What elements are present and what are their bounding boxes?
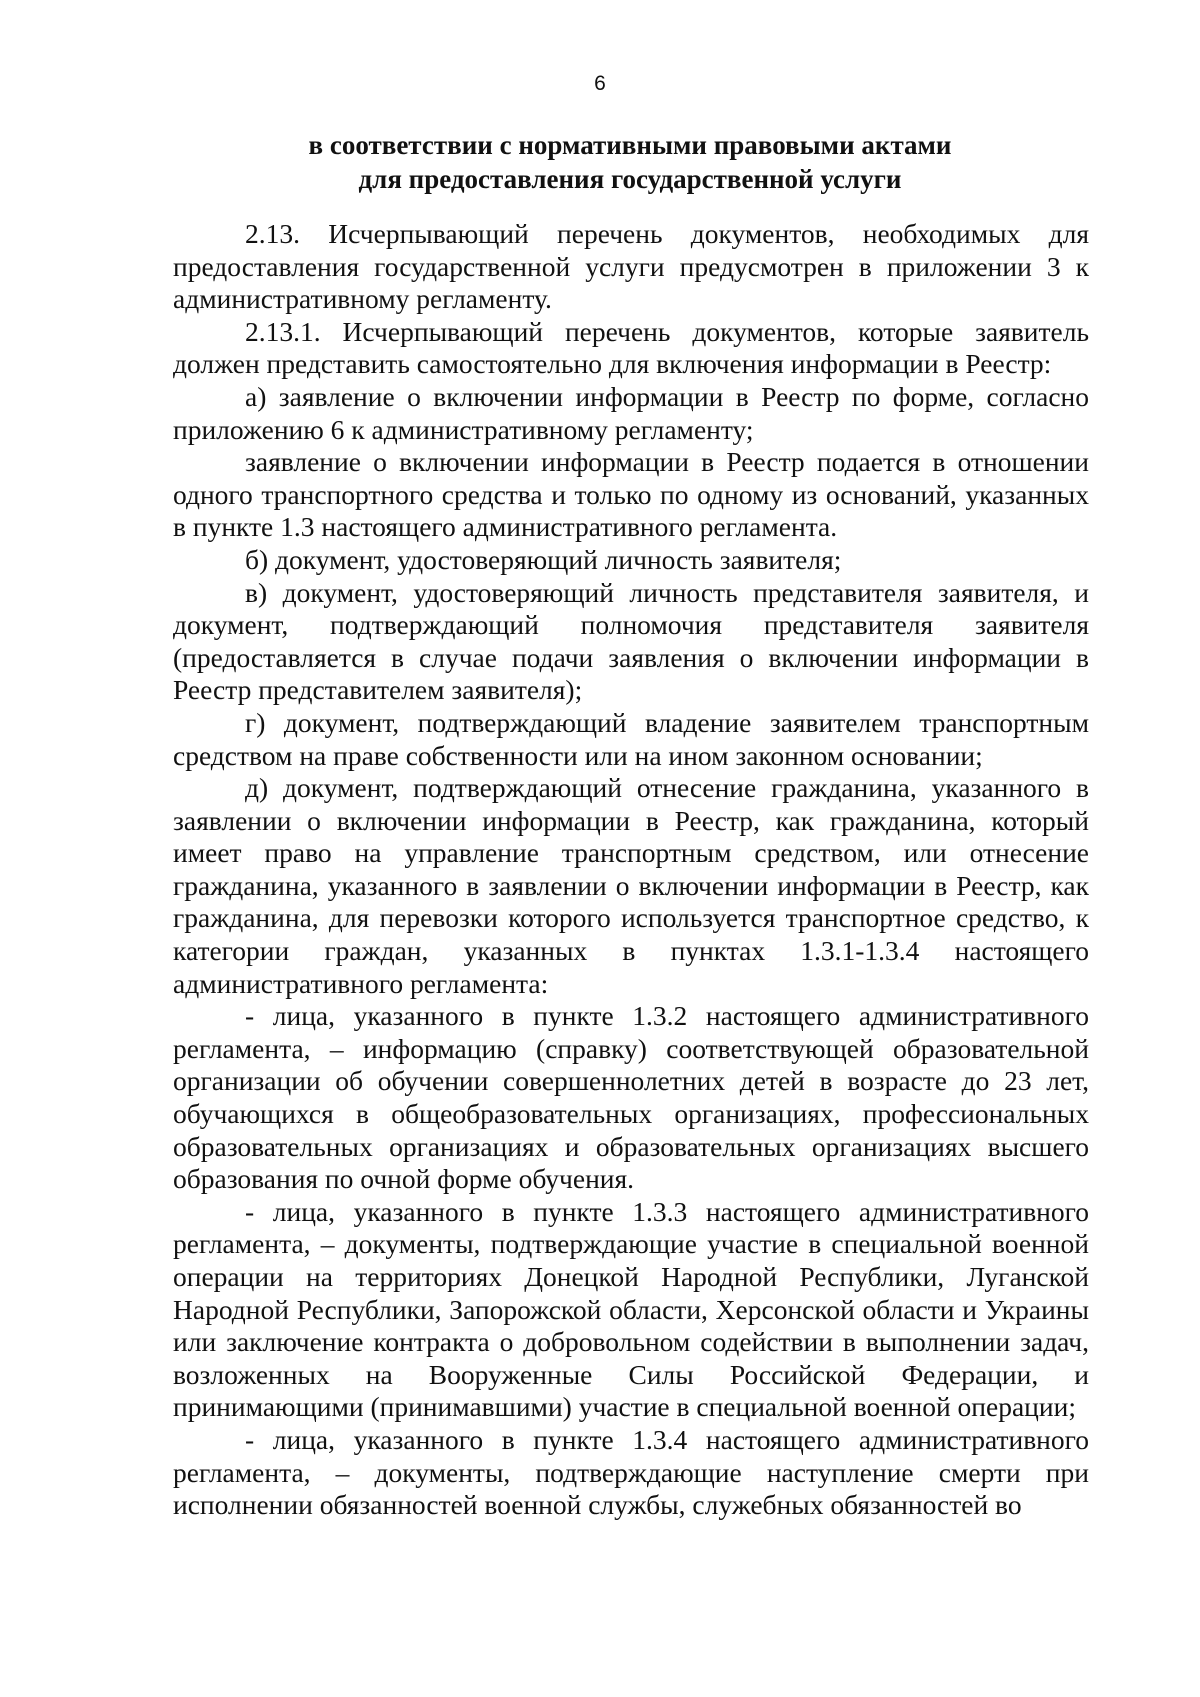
heading-line-2: для предоставления государственной услуги (358, 164, 902, 194)
paragraph-item-v: в) документ, удостоверяющий личность представителя заявителя, и документ, подтверждающий полномочия представителя заявителя (предоставляется в случае подачи заявления о включении информации в Реестр представителем заявителя); (173, 576, 1089, 706)
paragraph-item-b: б) документ, удостоверяющий личность заявителя; (245, 543, 842, 575)
paragraph-item-d: д) документ, подтверждающий отнесение гражданина, указанного в заявлении о включении информации в Реестр, как гражданина, который имеет право на управление транспортным средством, или отнесение гражданина, указанного в заявлении о включении информации в Реестр, как гражданина, для перевозки которого используется транспортное средство, к категории граждан, указанных в пунктах 1.3.1-1.3.4 настоящего административного регламента: (173, 772, 1089, 999)
paragraph-dash-1-3-2: - лица, указанного в пункте 1.3.2 настоящего административного регламента, – информацию (справку) соответствующей образовательной организации об обучении совершеннолетних детей в возрасте до 23 лет, обучающихся в общеобразовательных организациях, профессиональных образовательных организациях и образовательных организациях высшего образования по очной форме обучения. (173, 1000, 1089, 1195)
paragraph-item-a: а) заявление о включении информации в Реестр по форме, согласно приложению 6 к административному регламенту; (173, 380, 1089, 445)
paragraph-item-g: г) документ, подтверждающий владение заявителем транспортным средством на праве собственности или на ином законном основании; (173, 706, 1089, 771)
paragraph-2-13-1: 2.13.1. Исчерпывающий перечень документов, которые заявитель должен представить самостоятельно для включения информации в Реестр: (173, 315, 1089, 380)
paragraph-dash-1-3-3: - лица, указанного в пункте 1.3.3 настоящего административного регламента, – документы, подтверждающие участие в специальной военной операции на территориях Донецкой Народной Республики, Луганской Народной Республики, Запорожской области, Херсонской области и Украины или заключение контракта о добровольном содействии в выполнении задач, возложенных на Вооруженные Силы Российской Федерации, и принимающими (принимавшими) участие в специальной военной операции; (173, 1195, 1089, 1423)
paragraph-dash-1-3-4: - лица, указанного в пункте 1.3.4 настоящего административного регламента, – документы, подтверждающие наступление смерти при исполнении обязанностей военной службы, служебных обязанностей во (173, 1423, 1089, 1521)
page-number: 6 (594, 72, 606, 95)
section-heading (160, 128, 1100, 196)
document-body (173, 218, 1089, 1522)
paragraph-item-a-note: заявление о включении информации в Реестр подается в отношении одного транспортного средства и только по одному из оснований, указанных в пункте 1.3 настоящего административного регламента. (173, 446, 1089, 543)
heading-line-1: в соответствии с нормативными правовыми актами (308, 130, 952, 160)
paragraph-2-13: 2.13. Исчерпывающий перечень документов, необходимых для предоставления государственной услуги предусмотрен в приложении 3 к административному регламенту. (173, 218, 1089, 315)
